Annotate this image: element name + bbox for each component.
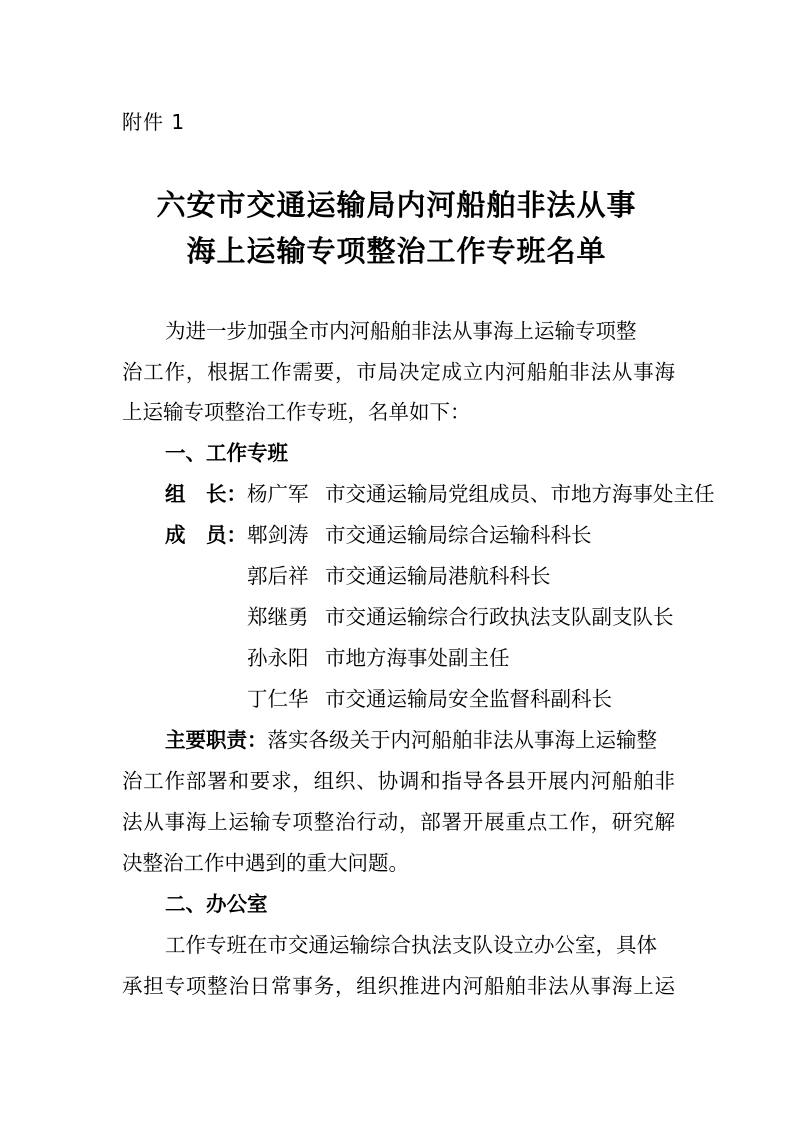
attachment-label: 附件 1 <box>122 110 186 134</box>
member-name: 孙永阳 <box>247 646 309 670</box>
duties-text: 落实各级关于内河船舶非法从事海上运输整 <box>267 728 657 752</box>
section2-heading: 二、办公室 <box>165 892 268 916</box>
member-row <box>247 641 510 671</box>
duties-line-1 <box>165 723 657 753</box>
member-row <box>247 559 551 589</box>
leader-title: 市交通运输局党组成员、市地方海事处主任 <box>325 482 715 506</box>
member-name: 郫剑涛 <box>247 523 309 547</box>
member-title: 市交通运输局港航科科长 <box>325 564 551 588</box>
member-name: 郑继勇 <box>247 605 309 629</box>
leader-name: 杨广军 <box>247 482 309 506</box>
section2-line-2: 承担专项整治日常事务，组织推进内河船舶非法从事海上运 <box>122 974 675 998</box>
member-name: 丁仁华 <box>247 687 309 711</box>
member-row <box>247 600 674 630</box>
intro-line-2: 治工作，根据工作需要，市局决定成立内河船舶非法从事海 <box>122 360 675 384</box>
duties-label: 主要职责： <box>165 728 268 752</box>
intro-line-3: 上运输专项整治工作专班，名单如下： <box>122 400 471 424</box>
member-title: 市交通运输综合行政执法支队副支队长 <box>325 605 674 629</box>
member-name: 郭后祥 <box>247 564 309 588</box>
duties-line-2: 治工作部署和要求，组织、协调和指导各县开展内河船舶非 <box>122 769 675 793</box>
leader-label: 组 长： <box>165 482 247 506</box>
duties-line-3: 法从事海上运输专项整治行动，部署开展重点工作，研究解 <box>122 810 675 834</box>
title-line-2: 海上运输专项整治工作专班名单 <box>186 234 607 268</box>
member-title: 市地方海事处副主任 <box>325 646 510 670</box>
members-label: 成 员： <box>165 523 247 547</box>
intro-line-1: 为进一步加强全市内河船舶非法从事海上运输专项整 <box>165 319 637 343</box>
section1-heading: 一、工作专班 <box>165 441 288 465</box>
member-row <box>247 682 612 712</box>
member-row <box>165 518 592 548</box>
duties-line-4: 决整治工作中遇到的重大问题。 <box>122 851 409 875</box>
leader-row <box>165 477 715 507</box>
member-title: 市交通运输局安全监督科副科长 <box>325 687 612 711</box>
title-line-1: 六安市交通运输局内河船舶非法从事 <box>156 188 637 222</box>
member-title: 市交通运输局综合运输科科长 <box>325 523 592 547</box>
section2-line-1: 工作专班在市交通运输综合执法支队设立办公室，具体 <box>165 933 657 957</box>
